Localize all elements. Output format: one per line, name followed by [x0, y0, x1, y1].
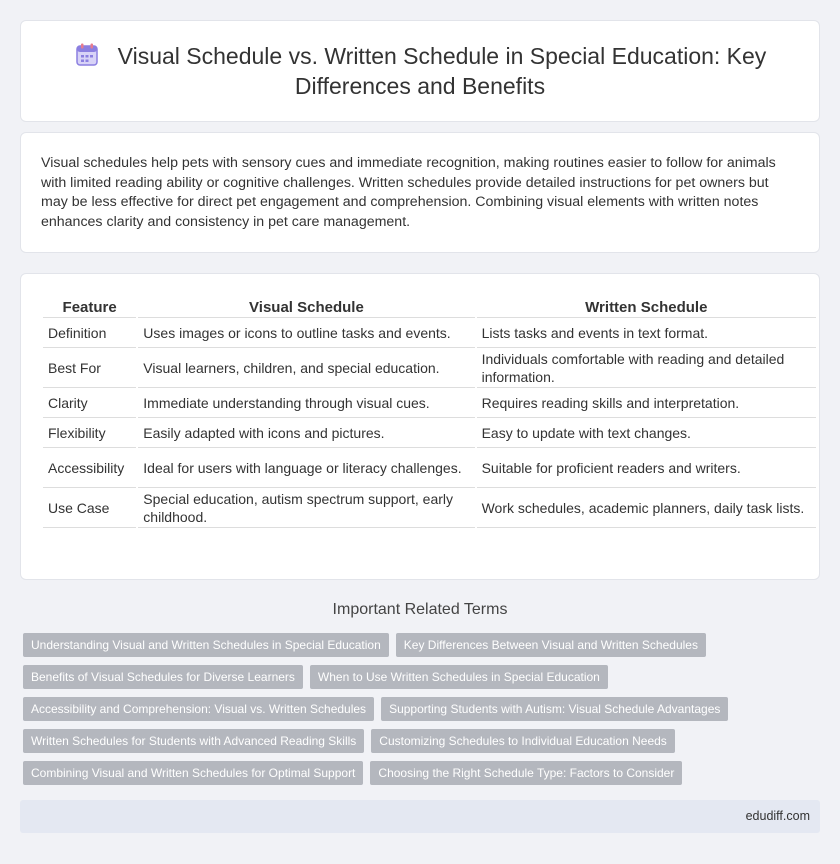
visual-cell: Immediate understanding through visual cues.: [138, 390, 474, 418]
visual-cell: Ideal for users with language or literacy challenges.: [138, 450, 474, 488]
related-term-tag[interactable]: Understanding Visual and Written Schedules in Special Education: [23, 633, 389, 657]
related-term-tag[interactable]: Written Schedules for Students with Advanced Reading Skills: [23, 729, 364, 753]
document-icon: [74, 42, 100, 68]
written-cell: Suitable for proficient readers and writers.: [477, 450, 816, 488]
visual-cell: Easily adapted with icons and pictures.: [138, 420, 474, 448]
table-row: [43, 420, 816, 448]
feature-cell: Use Case: [43, 490, 136, 528]
intro-card: [20, 132, 820, 253]
visual-cell: Uses images or icons to outline tasks and events.: [138, 320, 474, 348]
feature-cell: Flexibility: [43, 420, 136, 448]
written-cell: Individuals comfortable with reading and detailed information.: [477, 350, 816, 388]
related-term-tag[interactable]: Accessibility and Comprehension: Visual vs. Written Schedules: [23, 697, 374, 721]
comparison-table-card: [20, 273, 820, 580]
intro-paragraph: Visual schedules help pets with sensory cues and immediate recognition, making routines easier to follow for animals with limited reading ability or cognitive challenges. Written schedules provide detailed instructions for pet owners but may be less effective for direct pet engagement and comprehension. Combining visual elements with written notes enhances clarity and consistency in pet care management.: [41, 155, 776, 230]
feature-cell: Best For: [43, 350, 136, 388]
related-term-tag[interactable]: Supporting Students with Autism: Visual Schedule Advantages: [381, 697, 728, 721]
table-row: [43, 490, 816, 528]
related-term-tag[interactable]: When to Use Written Schedules in Special Education: [310, 665, 608, 689]
table-header-row: [43, 298, 816, 318]
table-row: [43, 450, 816, 488]
related-term-tag[interactable]: Benefits of Visual Schedules for Diverse Learners: [23, 665, 303, 689]
written-cell: Easy to update with text changes.: [477, 420, 816, 448]
table-row: [43, 350, 816, 388]
footer-bar: [20, 800, 820, 833]
related-term-tag[interactable]: Combining Visual and Written Schedules for Optimal Support: [23, 761, 363, 785]
comparison-table: [41, 296, 818, 530]
related-term-tag[interactable]: Key Differences Between Visual and Written Schedules: [396, 633, 706, 657]
page-title: [61, 41, 779, 101]
header-written-schedule: Written Schedule: [477, 298, 816, 318]
related-term-tag[interactable]: Choosing the Right Schedule Type: Factors to Consider: [370, 761, 682, 785]
header-feature: Feature: [43, 298, 136, 318]
visual-cell: Special education, autism spectrum support, early childhood.: [138, 490, 474, 528]
feature-cell: Definition: [43, 320, 136, 348]
written-cell: Lists tasks and events in text format.: [477, 320, 816, 348]
page-title-text: Visual Schedule vs. Written Schedule in Special Education: Key Differences and Benefits: [117, 43, 767, 99]
related-terms-list: [23, 633, 783, 785]
related-terms-heading: Important Related Terms: [332, 601, 508, 618]
feature-cell: Clarity: [43, 390, 136, 418]
title-card: [20, 20, 820, 122]
feature-cell: Accessibility: [43, 450, 136, 488]
title-wrap: [61, 41, 779, 101]
header-visual-schedule: Visual Schedule: [138, 298, 474, 318]
written-cell: Requires reading skills and interpretation.: [477, 390, 816, 418]
written-cell: Work schedules, academic planners, daily task lists.: [477, 490, 816, 528]
table-row: [43, 390, 816, 418]
related-term-tag[interactable]: Customizing Schedules to Individual Education Needs: [371, 729, 675, 753]
visual-cell: Visual learners, children, and special education.: [138, 350, 474, 388]
footer-brand[interactable]: edudiff.com: [745, 809, 810, 823]
table-row: [43, 320, 816, 348]
